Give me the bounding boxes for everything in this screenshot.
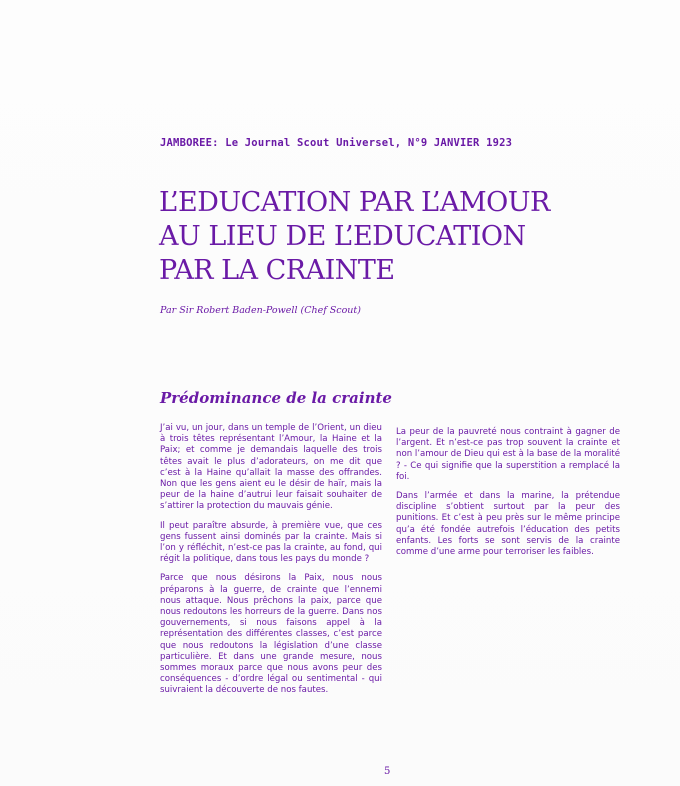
right-column — [396, 427, 620, 566]
author-byline: Par Sir Robert Baden-Powell (Chef Scout) — [160, 305, 361, 316]
left-column — [160, 423, 382, 705]
paragraph: J’ai vu, un jour, dans un temple de l’Orient, un dieu à trois têtes représentant l’Amour, la Haine et la Paix; et comme je demandais laquelle des trois têtes avait le plus d’adorateurs, on me dit que c’est à la Haine qu’allait la masse des offrandes. Non que les gens aient eu le désir de haïr, mais la peur de la haine d’autrui leur faisait souhaiter de s’attirer la protection du mauvais génie. — [160, 423, 382, 512]
title-line-2: AU LIEU DE L’EDUCATION — [159, 221, 526, 252]
title-line-3: PAR LA CRAINTE — [159, 255, 395, 286]
journal-header: JAMBOREE: Le Journal Scout Universel, N°9 JANVIER 1923 — [160, 137, 513, 149]
article-title — [159, 186, 619, 288]
page-number: 5 — [384, 766, 391, 777]
section-heading: Prédominance de la crainte — [160, 389, 392, 407]
paragraph: Il peut paraître absurde, à première vue, que ces gens fussent ainsi dominés par la crainte. Mais si l’on y réfléchit, n’est-ce pas la crainte, au fond, qui régit la politique, dans tous les pays du monde ? — [160, 520, 382, 565]
paragraph: Parce que nous désirons la Paix, nous nous préparons à la guerre, de crainte que l’ennemi nous attaque. Nous prêchons la paix, parce que nous redoutons les horreurs de la guerre. Dans nos gouvernements, si nous faisons appel à la représentation des différentes classes, c’est parce que nous redoutons la législation d’une classe particulière. Et dans une grande mesure, nous sommes moraux parce que nous avons peur des conséquences - d’ordre légal ou sentimental - qui suivraient la découverte de nos fautes. — [160, 573, 382, 696]
paragraph: Dans l’armée et dans la marine, la prétendue discipline s’obtient surtout par la peur des punitions. Et c’est à peu près sur le même principe qu’a été fondée autrefois l’éducation des petits enfants. Les forts se sont servis de la crainte comme d’une arme pour terroriser les faibles. — [396, 491, 620, 558]
paragraph: La peur de la pauvreté nous contraint à gagner de l’argent. Et n’est-ce pas trop souvent la crainte et non l’amour de Dieu qui est à la base de la moralité ? - Ce qui signifie que la superstition a remplacé la foi. — [396, 427, 620, 482]
title-line-1: L’EDUCATION PAR L’AMOUR — [159, 187, 550, 218]
